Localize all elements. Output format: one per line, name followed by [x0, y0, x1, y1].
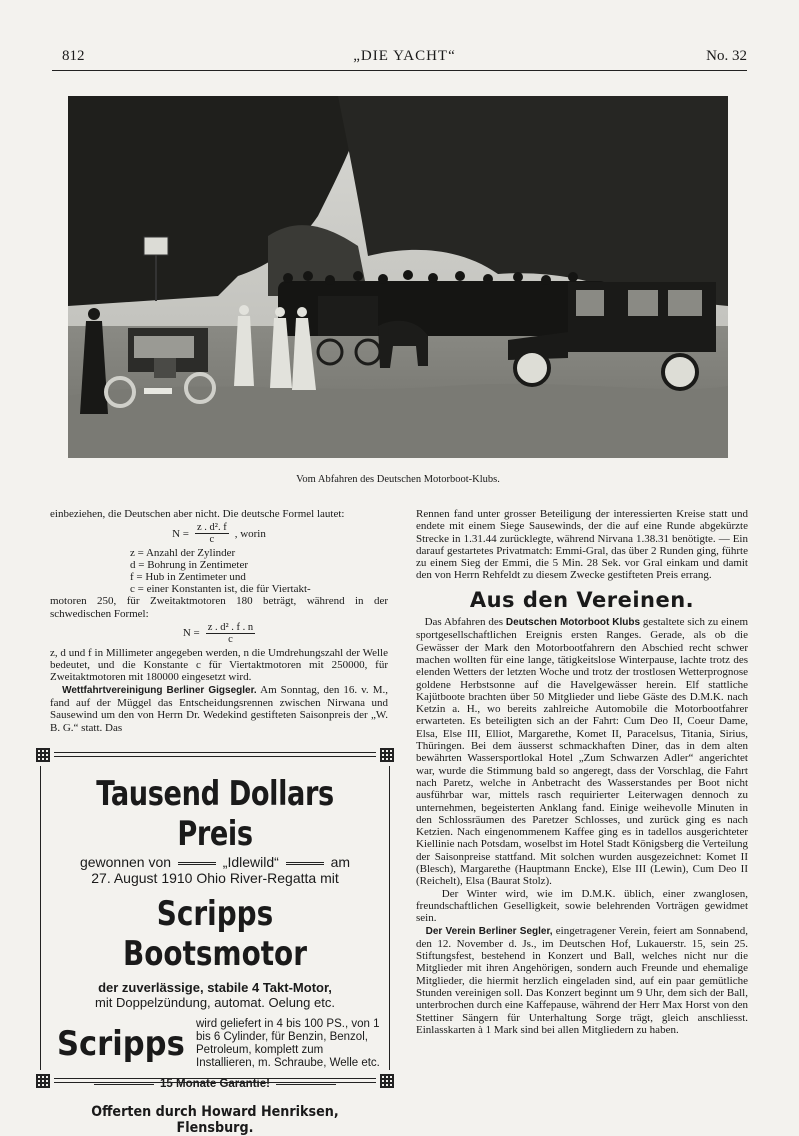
paragraph [416, 925, 748, 1037]
definition-c: c = einer Konstanten ist, die für Viertakt- [130, 583, 311, 596]
ad-headline: Tausend Dollars Preis [96, 774, 334, 854]
definition-z: z = Anzahl der Zylinder [130, 547, 236, 560]
ad-text: am [330, 854, 351, 870]
club-name: Der Verein Berliner Segler, [425, 925, 553, 937]
guarantee-text: 15 Monate Garantie! [160, 1078, 270, 1090]
ad-brand-text: wird geliefert in 4 bis 100 PS., von 1 bis 6 Cylinder, für Benzin, Benzol, Petroleum, komplett zum Installieren, m. Schraube, Welle etc. [196, 1018, 380, 1069]
ornament-corner [380, 748, 394, 762]
club-name: Wettfahrtvereinigung Berliner Gigsegler. [62, 684, 257, 696]
fraction-numerator: z . d². f [197, 522, 227, 534]
double-rule [286, 862, 324, 865]
ornament-corner [380, 1074, 394, 1088]
formula-lhs: N = [182, 627, 200, 640]
double-rule [178, 862, 216, 865]
ad-brand-row [50, 1018, 380, 1070]
header-rule [52, 70, 747, 71]
ad-border-right [389, 766, 390, 1070]
ornament-corner [36, 748, 50, 762]
ad-border-top [36, 748, 394, 762]
journal-title: „DIE YACHT“ [353, 48, 456, 64]
page-number: 812 [62, 48, 85, 64]
paragraph: motoren 250, für Zweitaktmotoren 180 beträgt, während in der schwedischen Formel: [50, 595, 388, 620]
ornament-corner [36, 1074, 50, 1088]
paragraph [50, 684, 388, 734]
right-column [416, 508, 748, 1036]
paragraph-text: gestaltete sich zu einem sportgesellschaftlichen Ereignis ersten Ranges. Gerade, als ob die Gewässer der Mark den Motorbootfahrern den Abschied recht schwer machen wollten für eine lange, tätigkeitslose Winterpause, lachte trotz des elenden Wetters der letzten Woche und trotz der trostlosen Wetterprognose goldene Herbstsonne auf die Havelgewässer herein. Elf stattliche Kajütboote brachten über 50 Mitglieder und liebe Gäste des D.M.K. nach Ketzin a. H., wo bereits zahlreiche Automobile die Motorbootfahrer erwarteten. Es beteiligten sich an der Fahrt: Cum Deo II, Coeur Dame, Elsa, Else III, Elliot, Margarethe, Komet II, Paracelsus, Titania, Sirius, Thüringen. Bei dem äusserst schmackhaften Diner, das in dem alten bewährten Wassersportlokal Hotel „Zum Schwarzen Adler“ angerichtet war, wurde die Stimmung bald so angeregt, dass der Vorschlag, die Fahrt nach Paretz, welche in Anbetracht des Wasserstandes per Boot nicht ausführbar war, mittels rasch requirierter Leiterwagen dennoch zu unternehmen, begeisterten Anklang fand. Einige weihevolle Minuten in den Schlossräumen des Paretzer Schlosses, und zurück ging es nach Ketzien. Nach eingenommenem Kaffee ging es in tadellos ausgerichteter Kiellinie nach Potsdam, woselbst im Hotel Stadt Königsberg die Verteilung der Saisonpreise stattfand. Mit solchen wurden ausgezeichnet: Komet II (Blesch), Margarethe (Hauptmann Encke), Else III (Lewin), Cum Deo II (Reichelt), Elsa (Baurat Stolz). [416, 616, 749, 888]
issue-number: No. 32 [706, 48, 747, 64]
formula-definitions [130, 547, 388, 595]
event-photograph [68, 96, 728, 458]
scripps-advertisement [36, 748, 394, 1136]
formula-lhs: N = [172, 527, 190, 540]
fraction [195, 522, 229, 545]
paragraph: Rennen fand unter grosser Beteiligung der interessierten Kreise statt und endete mit einem Siege Sausewinds, der die auf eine Runde abgekürzte Strecke in 1.31.44 zurücklegte, während Nirvana 1.38.31 benötigte. — Ein darauf gestartetes Privatmatch: Emmi-Gral, das über 2 Runden ging, führte zu einem Sieg der Emmi, die 5 Min. 28 Sek. vor Gral einkam und damit den von Herrn Rehfeldt zu diesem Zwecke gestifteten Preis errang. [416, 508, 748, 582]
fraction [206, 622, 255, 645]
ad-border-left [40, 766, 41, 1070]
ad-line [50, 854, 380, 870]
left-column [50, 508, 388, 734]
definition-d: d = Bohrung in Zentimeter [130, 559, 249, 572]
ad-contact: Offerten durch Howard Henriksen, Flensburg. [91, 1104, 339, 1136]
ad-border-bottom [36, 1074, 394, 1088]
paragraph-text: eingetragener Verein, feiert am Sonnabend, den 12. November d. Js., im Deutschen Hof, Lukauerstr. 15, sein 25. Stiftungsfest, bestehend in Konzert und Ball, welches nicht nur die Mitglieder mit ihren Angehörigen, sondern auch Freunde und ehemalige Mitglieder, die hiermit herzlich eingeladen sind, auf ein paar gemütliche Stunden vereinigen soll. Das Konzert beginnt um 9 Uhr, dem sich der Ball, unterbrochen durch eine Kaffepause, während der Herr Max Horst von den Stettiner Sängern für Unterhaltung Sorge trägt, gleich anschliesst. Einlasskarten à 1 Mark sind bei allen Mitgliedern zu haben. [416, 924, 748, 1036]
ad-brand: Scripps [57, 1024, 185, 1064]
ad-text: gewonnen von [79, 854, 172, 870]
paragraph [416, 888, 748, 925]
fraction-denominator: c [228, 633, 233, 645]
paragraph: z, d und f in Millimeter angegeben werden, n die Umdrehungszahl der Welle bedeutet, und die Konstante c für Viertaktmotoren mit 250000, für Zweitaktmotoren mit 180000 eingesetzt wird. [50, 646, 388, 684]
page-header [62, 48, 747, 68]
definition-f: f = Hub in Zentimeter und [130, 571, 246, 584]
ad-feature: der zuverlässige, stabile 4 Takt-Motor, [98, 980, 332, 995]
ad-line: 27. August 1910 Ohio River-Regatta mit [91, 870, 339, 886]
paragraph-text: Am Sonntag, den 16. v. M., fand auf der Müggel das Entscheidungsrennen zwischen Nirwana und Sausewind um den von Herrn Dr. Wedekind gestifteten Saisonpreis der „W. B. G.“ statt. Das [50, 683, 388, 734]
formula-german [50, 522, 388, 545]
photo-caption: Vom Abfahren des Deutschen Motorboot-Klubs. [296, 474, 500, 485]
ad-feature: mit Doppelzündung, automat. Oelung etc. [95, 995, 335, 1010]
ad-content [50, 768, 380, 1136]
paragraph: einbeziehen, die Deutschen aber nicht. Die deutsche Formel lautet: [50, 508, 345, 520]
fraction-denominator: c [209, 534, 215, 546]
formula-suffix: , worin [234, 527, 266, 540]
club-name: Deutschen Motorboot Klubs [505, 617, 641, 629]
section-heading: Aus den Vereinen. [469, 587, 695, 612]
paragraph-prefix: Das Abfahren des [424, 616, 504, 629]
paragraph [416, 616, 748, 888]
ad-product-name: Scripps Bootsmotor [123, 894, 307, 974]
paragraph-text: Der Winter wird, wie im D.M.K. üblich, einer zwanglosen, freundschaftlichen Geselligkeit, sowie belehrenden Vorträgen gewidmet sein. [416, 887, 749, 925]
boat-name: „Idlewild“ [222, 854, 279, 870]
formula-swedish [50, 622, 388, 645]
fraction-numerator: z . d² . f . n [207, 621, 254, 633]
